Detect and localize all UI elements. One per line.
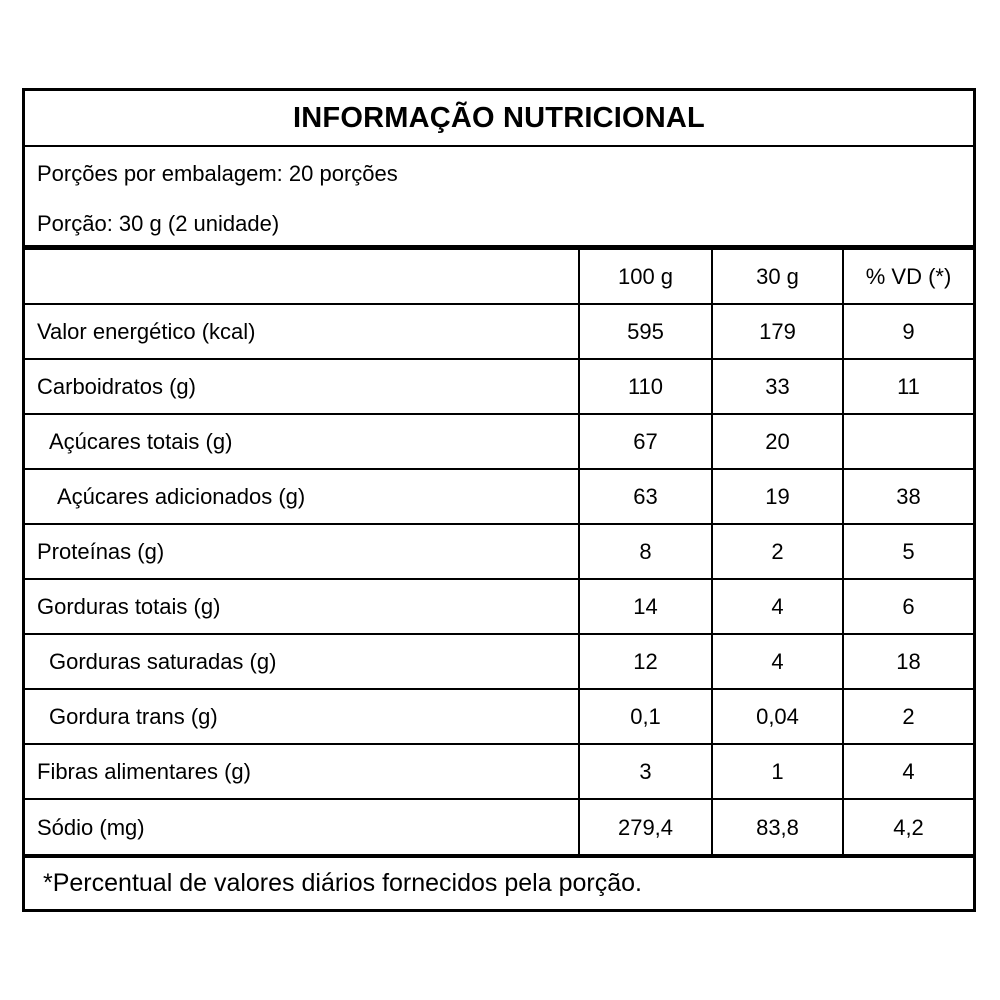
nutrient-name: Valor energético (kcal): [37, 318, 256, 344]
value-daily-value: 11: [842, 360, 973, 413]
value-per-portion: 2: [711, 525, 842, 578]
value-daily-value: 2: [842, 690, 973, 743]
nutrient-name: Gorduras saturadas (g): [49, 648, 277, 674]
footnote: *Percentual de valores diários fornecidos pela porção.: [43, 869, 642, 897]
servings-per-package: Porções por embalagem: 20 porções: [37, 161, 398, 186]
value-per-100g: 110: [578, 360, 711, 413]
nutrient-name: Açúcares adicionados (g): [57, 483, 306, 509]
value-daily-value: 38: [842, 470, 973, 523]
value-daily-value: 4: [842, 745, 973, 798]
table-row: [25, 415, 973, 470]
nutrient-name: Carboidratos (g): [37, 373, 196, 399]
table-row: [25, 470, 973, 525]
table-row: [25, 580, 973, 635]
value-daily-value: 9: [842, 305, 973, 358]
value-daily-value: 6: [842, 580, 973, 633]
table-row: [25, 525, 973, 580]
table-title: INFORMAÇÃO NUTRICIONAL: [25, 91, 973, 147]
header-per-portion: 30 g: [711, 250, 842, 303]
value-per-portion: 1: [711, 745, 842, 798]
nutrient-name: Fibras alimentares (g): [37, 758, 251, 784]
value-per-portion: 179: [711, 305, 842, 358]
value-daily-value: 4,2: [842, 800, 973, 855]
value-per-portion: 33: [711, 360, 842, 413]
value-per-100g: 14: [578, 580, 711, 633]
nutrient-name: Açúcares totais (g): [49, 428, 233, 454]
table-row: [25, 800, 973, 855]
value-per-portion: 83,8: [711, 800, 842, 855]
serving-info: [25, 147, 973, 245]
value-per-100g: 0,1: [578, 690, 711, 743]
value-per-100g: 3: [578, 745, 711, 798]
nutrient-name: Gorduras totais (g): [37, 593, 221, 619]
value-per-portion: 4: [711, 580, 842, 633]
nutrient-grid: [25, 250, 973, 855]
nutrient-name: Sódio (mg): [37, 814, 145, 840]
value-per-100g: 279,4: [578, 800, 711, 855]
value-per-portion: 4: [711, 635, 842, 688]
value-per-100g: 63: [578, 470, 711, 523]
value-daily-value: 18: [842, 635, 973, 688]
value-per-100g: 67: [578, 415, 711, 468]
nutrient-name: Gordura trans (g): [49, 703, 218, 729]
value-daily-value: [842, 415, 973, 468]
value-per-portion: 19: [711, 470, 842, 523]
table-row: [25, 690, 973, 745]
header-per-100g: 100 g: [578, 250, 711, 303]
table-row: [25, 745, 973, 800]
serving-size: Porção: 30 g (2 unidade): [37, 211, 280, 236]
value-per-portion: 20: [711, 415, 842, 468]
value-daily-value: 5: [842, 525, 973, 578]
value-per-100g: 8: [578, 525, 711, 578]
header-nutrient: [25, 250, 578, 303]
value-per-portion: 0,04: [711, 690, 842, 743]
value-per-100g: 595: [578, 305, 711, 358]
header-daily-value: % VD (*): [842, 250, 973, 303]
value-per-100g: 12: [578, 635, 711, 688]
nutrient-name: Proteínas (g): [37, 538, 165, 564]
header-row: [25, 250, 973, 305]
nutrition-facts-table: [22, 88, 976, 912]
table-row: [25, 635, 973, 690]
table-row: [25, 305, 973, 360]
table-row: [25, 360, 973, 415]
